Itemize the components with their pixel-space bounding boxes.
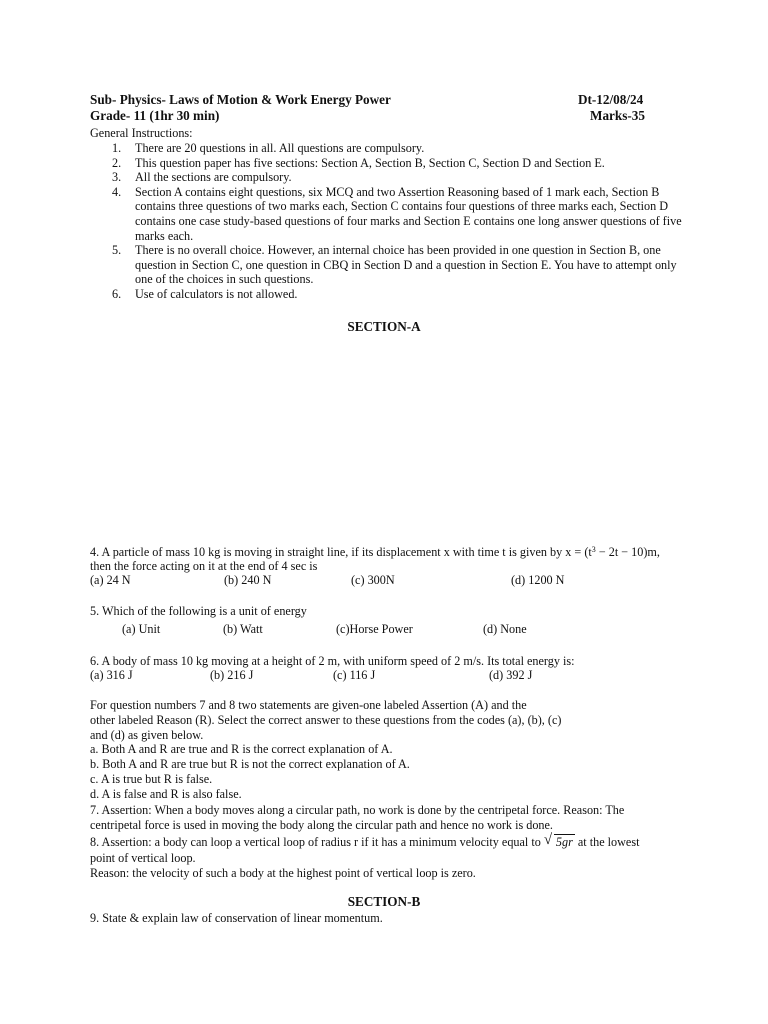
q6-option-b: (b) 216 J [210,668,254,682]
q8-text-post: at the lowest [574,835,640,849]
question-8-reason: Reason: the velocity of such a body at the highest point of vertical loop is zero. [90,866,476,880]
total-marks: Marks-35 [590,108,645,123]
instruction-text: This question paper has five sections: Section A, Section B, Section C, Section D and Section E. [135,155,605,170]
ar-code-b: b. Both A and R are true but R is not the correct explanation of A. [90,757,410,771]
question-7-line2: centripetal force is used in moving the body along the circular path and hence no work is done. [90,818,553,832]
section-a-heading: SECTION-A [347,319,421,334]
q5-option-b: (b) Watt [223,622,263,636]
ar-code-d: d. A is false and R is also false. [90,787,242,801]
instructions-title: General Instructions: [90,126,193,140]
instruction-number: 1. [112,141,122,155]
q5-option-c: (c)Horse Power [336,622,413,636]
instruction-number: 4. [112,184,122,199]
instruction-text: There are 20 questions in all. All questions are compulsory. [135,141,425,155]
q6-option-a: (a) 316 J [90,668,133,682]
q4-text-pre: 4. A particle of mass 10 kg is moving in straight line, if its displacement x with time t is given by x = (t [90,545,592,559]
q4-option-d: (d) 1200 N [511,573,565,587]
instruction-item [112,243,682,287]
question-5: 5. Which of the following is a unit of energy [90,604,307,618]
question-7-line1: 7. Assertion: When a body moves along a circular path, no work is done by the centripetal force. Reason: The [90,803,625,817]
q8-text-pre: 8. Assertion: a body can loop a vertical loop of radius r if it has a minimum velocity equal to [90,835,544,849]
ar-intro-line: and (d) as given below. [90,728,204,742]
ar-intro-line: For question numbers 7 and 8 two statements are given-one labeled Assertion (A) and the [90,698,527,712]
instruction-item [112,185,682,243]
q6-option-d: (d) 392 J [489,668,533,682]
instruction-text: Section A contains eight questions, six MCQ and two Assertion Reasoning based of 1 mark each, Section B contains three questions of two marks each, Section C contains four questions of three marks each, Section D contains one case study-based questions of four marks and Section E contains one long answer questions of five marks each. [135,184,682,243]
grade-duration: Grade- 11 (1hr 30 min) [90,108,220,123]
q4-exponent: 3 [591,545,596,554]
q4-option-b: (b) 240 N [224,573,272,587]
ar-code-a: a. Both A and R are true and R is the correct explanation of A. [90,742,393,756]
instruction-text: Use of calculators is not allowed. [135,286,298,301]
question-9: 9. State & explain law of conservation of linear momentum. [90,911,383,925]
q5-option-a: (a) Unit [122,622,161,636]
square-root-expression [543,832,575,850]
q4-option-c: (c) 300N [351,573,395,587]
instruction-text: All the sections are compulsory. [135,170,292,185]
q6-option-c: (c) 116 J [333,668,376,682]
radical-sign-icon: √ [543,832,553,848]
question-8-line2: point of vertical loop. [90,851,196,865]
instruction-number: 5. [112,243,122,258]
date: Dt-12/08/24 [578,92,644,107]
question-6: 6. A body of mass 10 kg moving at a height of 2 m, with uniform speed of 2 m/s. Its total energy is: [90,654,575,668]
instructions-list [112,141,682,302]
ar-intro-line: other labeled Reason (R). Select the correct answer to these questions from the codes (a), (b), (c) [90,713,562,727]
radicand: 5gr [555,835,573,849]
ar-code-c: c. A is true but R is false. [90,772,213,786]
question-8-line1 [90,832,640,850]
instruction-item [112,156,682,171]
instruction-number: 2. [112,155,122,170]
q4-option-a: (a) 24 N [90,573,131,587]
instruction-item [112,141,682,156]
instruction-number: 3. [112,170,122,185]
instruction-text: There is no overall choice. However, an internal choice has been provided in one question in Section B, one question in Section C, one question in CBQ in Section D and a question in Section E. You have to attempt only one of the choices in such questions. [135,243,677,287]
subject-title: Sub- Physics- Laws of Motion & Work Energy Power [90,92,391,107]
instruction-item [112,287,682,302]
q4-text-post: − 2t − 10)m, [595,545,660,559]
instruction-item [112,170,682,185]
q5-option-d: (d) None [483,622,527,636]
question-4-line2: then the force acting on it at the end of 4 sec is [90,559,318,573]
question-4-line1 [90,545,660,560]
instruction-number: 6. [112,286,122,301]
section-b-heading: SECTION-B [347,894,421,909]
